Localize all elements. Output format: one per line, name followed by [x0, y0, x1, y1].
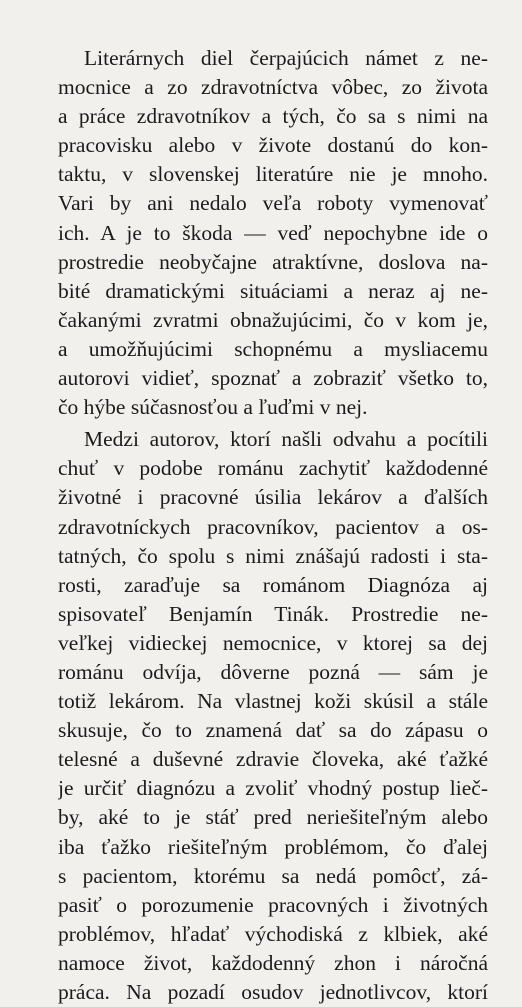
text-line: je určiť diagnózu a zvoliť vhodný postup lieč- — [58, 776, 488, 801]
text-line: chuť v podobe románu zachytiť každodenné — [58, 456, 488, 481]
text-line: mocnice a zo zdravotníctva vôbec, zo života — [58, 75, 488, 100]
text-line: ich. A je to škoda — veď nepochybne ide o — [58, 220, 488, 245]
text-line: skusuje, čo to znamená dať sa do zápasu o — [58, 718, 488, 743]
text-line: telesné a duševné zdravie človeka, aké ťažké — [58, 747, 488, 772]
text-line: rosti, zaraďuje sa románom Diagnóza aj — [58, 572, 488, 597]
text-line: problémov, hľadať východiská z klbiek, aké — [58, 921, 488, 946]
text-line: pasiť o porozumenie pracovných i životných — [58, 892, 488, 917]
text-line: čo hýbe súčasnosťou a ľuďmi v nej. — [58, 395, 368, 420]
text-line: románu odvíja, dôverne pozná — sám je — [58, 659, 488, 684]
text-line: bité dramatickými situáciami a neraz aj ne- — [58, 278, 488, 303]
text-line: pracovisku alebo v živote dostanú do kon- — [58, 133, 488, 158]
paragraph-2 — [58, 425, 488, 1007]
text-line: životné i pracovné úsilia lekárov a ďalších — [58, 485, 488, 510]
text-line: tatných, čo spolu s nimi znášajú radosti i sta- — [58, 543, 488, 568]
text-line: čakanými zvratmi obnažujúcimi, čo v kom je, — [58, 307, 488, 332]
text-line: autorovi vidieť, spoznať a zobraziť všetko to, — [58, 366, 488, 391]
text-line: by, aké to je stáť pred neriešiteľným alebo — [58, 805, 488, 830]
text-line: a práce zdravotníkov a tých, čo sa s nimi na — [58, 104, 488, 129]
text-line: a umožňujúcimi schopnému a mysliacemu — [58, 336, 488, 361]
text-line: veľkej vidieckej nemocnice, v ktorej sa dej — [58, 630, 488, 655]
text-line: totiž lekárom. Na vlastnej koži skúsil a stále — [58, 689, 488, 714]
text-line: taktu, v slovenskej literatúre nie je mnoho. — [58, 162, 488, 187]
book-page — [58, 44, 488, 1007]
text-line: prostredie neobyčajne atraktívne, doslova na- — [58, 249, 488, 274]
text-line: Vari by ani nedalo veľa roboty vymenovať — [58, 191, 488, 216]
text-line: iba ťažko riešiteľným problémom, čo ďalej — [58, 834, 488, 859]
text-line: práca. Na pozadí osudov jednotlivcov, ktorí — [58, 980, 488, 1004]
paragraph-1 — [58, 44, 488, 422]
text-line: s pacientom, ktorému sa nedá pomôcť, zá- — [58, 863, 488, 888]
text-line: Literárnych diel čerpajúcich námet z ne- — [84, 46, 488, 70]
text-line: spisovateľ Benjamín Tinák. Prostredie ne- — [58, 601, 488, 626]
text-line: namoce život, každodenný zhon i náročná — [58, 950, 488, 975]
text-line: Medzi autorov, ktorí našli odvahu a pocítili — [84, 427, 488, 452]
text-line: zdravotníckych pracovníkov, pacientov a os- — [58, 514, 488, 539]
